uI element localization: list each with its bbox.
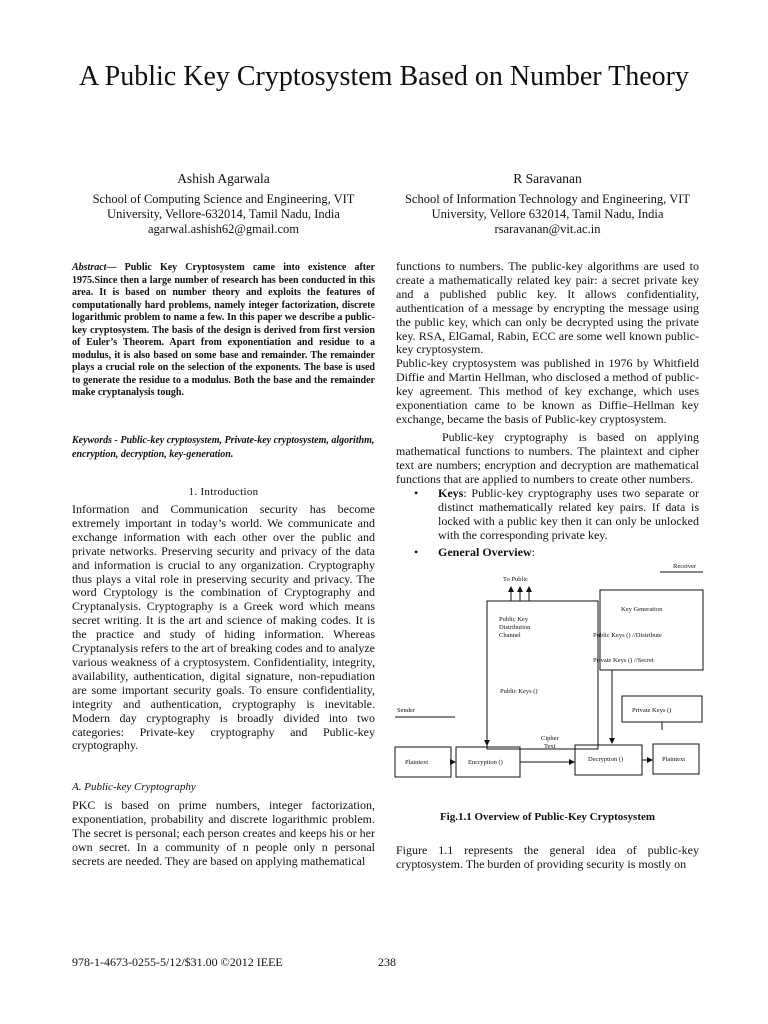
bullet-text: : Public-key cryptography uses two separate or distinct mathematically related key pairs. If data is locked with a public key then it can only be unlocked with the corresponding private key. <box>438 486 699 542</box>
author-email: agarwal.ashish62@gmail.com <box>147 222 300 236</box>
right-paragraph-3: Public-key cryptography is based on applying mathematical functions to numbers. The plaintext and cipher text are numbers; encryption and decryption are mathematical functions that are applied to numbers to create other numbers. <box>396 430 699 486</box>
key-generation-label: Key Generation <box>621 606 663 613</box>
bullet-label: General Overview <box>438 545 532 559</box>
channel-label-1: Public Key <box>499 616 529 623</box>
public-key-overview-diagram <box>390 560 710 790</box>
right-paragraph-4: Figure 1.1 represents the general idea of public-key cryptosystem. The burden of providing security is mostly on <box>396 843 699 871</box>
author-block-1 <box>72 171 375 237</box>
private-keys-secret-label: Private Keys () //Secret <box>593 657 654 664</box>
abstract-label: Abstract <box>72 262 107 273</box>
footer-isbn: 978-1-4673-0255-5/12/$31.00 ©2012 IEEE <box>72 955 283 969</box>
channel-label-2: Distribution <box>499 624 531 631</box>
channel-label-3: Channel <box>499 632 521 639</box>
keywords: Keywords - Public-key cryptosystem, Private-key cryptosystem, algorithm, encryption, decryption, key-generation. <box>72 435 375 460</box>
author-affiliation: School of Computing Science and Engineering, VIT <box>92 192 355 206</box>
section-heading-introduction: 1. Introduction <box>188 486 259 498</box>
cipher-text-label-1: Cipher <box>541 735 559 742</box>
bullet-text: : <box>531 545 535 559</box>
introduction-text: Information and Communication security has become extremely important in today’s world. We communicate and exchange information with each other over the public and private networks. Preserving security and privacy of the data and information is crucial to any organization. Cryptography thus plays a vital role in preserving security and privacy. The word Cryptology is the combination of Cryptography and Cryptanalysis. Cryptography is a Greek word which means secret writing. It is the art and science of making codes. It is the practice and study of hiding information. Whereas Cryptanalysis refers to the art of breaking codes and to analyze various weakness of a cryptosystem. Confidentiality, integrity, availability, authentication, digital signature, non-repudiation are some important security goals. To ensure confidentiality, integrity and authentication, cryptography is inevitable. Modern day cryptography is broadly divided into two categories: Private-key cryptography and Public-key cryptography. <box>72 502 375 753</box>
plaintext-input-label: Plaintext <box>405 759 429 766</box>
paper-title: A Public Key Cryptosystem Based on Number Theory <box>79 61 689 92</box>
encryption-label: Encryption () <box>468 759 503 766</box>
receiver-label: Receiver <box>673 563 697 570</box>
private-keys-label: Private Keys () <box>632 707 672 714</box>
bullet-keys <box>396 487 699 543</box>
figure-caption: Fig.1.1 Overview of Public-Key Cryptosystem <box>439 811 656 823</box>
author-affiliation: University, Vellore-632014, Tamil Nadu, India <box>107 207 340 221</box>
right-paragraph-2: Public-key cryptosystem was published in 1976 by Whitfield Diffie and Martin Hellman, who disclosed a method of public-key agreement. This method of key exchange, which uses exponentiation came to be known as Diffie–Hellman key exchange, became the basis of Public-key cryptosystem. <box>396 356 699 426</box>
sender-label: Sender <box>397 707 416 714</box>
author-name: Ashish Agarwala <box>177 171 270 186</box>
abstract-text: — Public Key Cryptosystem came into existence after 1975.Since then a large number of research has been conducted in this area. It is based on number theory and exploits the features of computationally hard problems, namely integer factorization, discrete logarithmic problem to name a few. In this paper we describe a public-key cryptosystem. The basis of the design is derived from first version of Euler’s Theorem. Apart from exponentiation and residue to a modulus, it is also based on some base and remainder. The remainder plays a crucial role on the selection of the exponents. The base is used to generate the residue to a modulus. Both the base and the remainder make cryptanalysis tough. <box>72 262 375 398</box>
right-paragraph-1: functions to numbers. The public-key algorithms are used to create a mathematically related key pair: a secret private key and a published public key. It allows confidentiality, authentication of a message by encrypting the message using the public key, which can only be decrypted using the private key. RSA, ElGamal, Rabin, ECC are some well known public-key cryptosystem. <box>396 259 699 357</box>
author-email: rsaravanan@vit.ac.in <box>494 222 601 236</box>
bullet-marker: • <box>414 545 419 559</box>
cipher-text-label-2: Text <box>544 743 556 750</box>
author-name: R Saravanan <box>513 171 582 186</box>
to-public-label: To Public <box>503 576 529 583</box>
pkc-paragraph: PKC is based on prime numbers, integer factorization, exponentiation, probability and discrete logarithmic problem. The secret is personal; each person creates and keeps his or her own secret. In a community of n people only n personal secrets are needed. They are based on applying mathematical <box>72 798 375 868</box>
page-number: 238 <box>378 955 396 969</box>
author-block-2 <box>396 171 699 237</box>
bullet-marker: • <box>414 486 419 500</box>
plaintext-output-label: Plaintext <box>662 756 686 763</box>
author-affiliation: University, Vellore 632014, Tamil Nadu, India <box>431 207 664 221</box>
decryption-label: Decryption () <box>588 756 624 763</box>
abstract <box>72 262 375 400</box>
public-keys-distribute-label: Public Keys () //Distribute <box>593 632 662 639</box>
author-affiliation: School of Information Technology and Engineering, VIT <box>404 192 691 206</box>
subsection-heading: A. Public-key Cryptography <box>72 781 196 793</box>
public-keys-label: Public Keys () <box>500 688 538 695</box>
bullet-label: Keys <box>438 486 464 500</box>
